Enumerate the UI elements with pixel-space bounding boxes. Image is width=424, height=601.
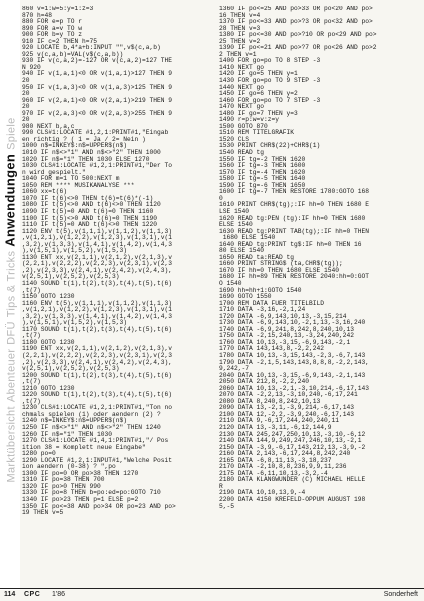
code-line: 1720 DATA -6,9,143,10,13,-3,15,214 [219,312,347,320]
code-line: 1750 DATA -2,15,240,13,-3,24,240,242 [219,332,355,340]
code-line: 20 [22,90,30,98]
code-line: 1100 IF t(5)<>0 AND t(6)=0 THEN 1190 [22,214,158,222]
code-line: 2090 DATA 13,-2,1,-3,9,214,-6,17,143 [219,404,355,412]
code-line: 1680 ELSE 1540 [219,234,276,242]
code-line: 1550 IF tg=-2 THEN 1620 [219,155,306,163]
code-line: 2150 DATA -3,9,-6,17,143,212,13,-3,9,-2 [219,443,366,451]
code-line: 1740 DATA -6,9,241,8,242,8,240,10,13 [219,325,355,333]
code-line: 2050 DATA 212,8,-2,2,240 [219,378,310,386]
code-line: 2200 DATA 4150 KREFELD-OPPUM AUGUST 198 [219,496,366,504]
code-line: 2070 DATA -2,2,13,-3,10,240,-6,17,241 [219,391,358,399]
code-line: 1140 SOUND t(1),t(2),t(3),t(4),t(5),t(6) [22,279,173,287]
sidebar-section: Marktübersicht [5,406,18,483]
code-line: ,v(1,2,1),v(1,2,2),v(1,2,3),v(1,3,1),v(1 [22,306,173,314]
code-line: ,t(7) [22,286,41,294]
code-line: 1360 IF po<=25 AND po>33 OR po<20 AND po> [219,6,373,12]
code-line: 2110 DATA 9,-6,17,244,240,240,11 [219,417,340,425]
code-line: 80 ELSE 1540 [219,247,265,255]
code-line: 5,-5 [219,502,235,510]
code-line: 1400 FOR go=po TO 8 STEP -3 [219,57,321,65]
code-line: 1500 GOTO 870 [219,122,268,130]
code-line: 19 THEN v=5 [22,509,64,517]
code-line: 1670 IF hh=0 THEN 1680 ELSE 1540 [219,266,340,274]
code-line: 1630 READ tg:PRINT TAB(tg);:IF hh=0 THEN [219,227,370,235]
code-line: 1410 NEXT go [219,63,265,71]
code-line: 1120 ENV t(5),v(1,1,1),v(1,1,2),v(1,1,3) [22,227,173,235]
code-line: 1110 IF t(5)=0 AND t(6)<>0 THEN 1220 [22,221,158,229]
code-line: 1160 ENV t(5),v(1,1,1),v(1,1,2),v(1,1,3) [22,299,173,307]
code-line: 1420 IF go=5 THEN y=1 [219,70,298,78]
code-line: 1340 IF po>23 THEN p=1 ELSE p=2 [22,496,139,504]
code-line: 2060 DATA 10,13,-2,1,-3,10,214,-6,17,143 [219,384,370,392]
code-line: 910 IF c=2 THEN h=75 [22,37,98,45]
code-line: v(2,5,1),v(2,5,2),v(2,5,3) [22,273,120,281]
code-line: 1230 CLS#1:LOCATE #1,2,1:PRINT#1,"Ton no [22,404,173,412]
code-line: ,2),v(2,3,3),v(2,4,1),v(2,4,2),v(2,4,3), [22,358,173,366]
code-line: 1470 NEXT go [219,103,265,111]
code-line: 1460 FOR go=po TO 7 STEP -3 [219,96,321,104]
code-line: 1680 IF hh=89 THEN RESTORE 2040:hh=0:GOT [219,273,370,281]
code-line: 1530 PRINT CHR$(22)+CHR$(1) [219,142,321,150]
code-line: 1430 FOR go=po TO 9 STEP -3 [219,77,321,85]
code-line: 970 IF v(2,a,3)<0 OR v(2,a,3)>255 THEN 9 [22,109,173,117]
code-line: 1260 IF n$="1" THEN 1030 [22,430,113,438]
code-line: N 920 [22,63,41,71]
code-line: 980 NEXT b,a,c [22,122,75,130]
code-line: 990 CLS#1:LOCATE #1,2,1:PRINT#1,"Eingab [22,129,169,137]
sidebar-section: Tips & Tricks [5,250,18,318]
code-line: 1700 REM DATA FUER TITELBILD [219,299,325,307]
code-line: 1520 CLS [219,135,250,143]
code-line: 28 THEN v=3 [219,24,261,32]
code-line: 960 IF v(2,a,1)<0 OR v(2,a,1)>219 THEN 9 [22,96,173,104]
code-line: 1510 REM TITELGRAFIK [219,129,295,137]
code-line: chmals spielen (1) oder aendern (2) ? [22,410,161,418]
code-line: 2120 DATA 13,-3,11,-6,12,144,9 [219,424,332,431]
code-line: 20 [22,103,30,111]
code-line: 1290 LOCATE #1,2,1:INPUT#1,"Welche Posit [22,456,173,464]
code-line: 1650 READ ta:READ tg [219,253,295,261]
code-line: 930 IF v(c,a,2)=-127 OR v(c,a,2)=127 THE [22,57,173,65]
code-line: 1370 IF po<=33 AND po>?3 OR po<32 AND po> [219,18,373,26]
code-line: 2140 DATA 144,9,249,247,246,10,13,-2,1 [219,437,362,445]
code-line: 860 v=1:w=5:y=1:z=3 [22,6,94,12]
code-line: 1640 READ tg:PRINT tg$:IF hh=0 THEN 16 [219,240,362,248]
code-line: 1480 IF go=7 THEN y=3 [219,109,298,117]
code-line: 1080 IF t(5)<>0 AND t(6)<>0 THEN 1120 [22,201,161,209]
code-line: 900 FOR b=y TO z [22,31,83,39]
code-line: 1030 CLS#1:LOCATE #1,2,1:PRINT#1,"Der To [22,162,173,170]
code-line: 1690 GOTO 1550 [219,293,272,301]
code-line: 20 [22,77,30,85]
code-line: 2165 DATA -6,8,11,13,-3,18,237 [219,456,332,464]
section-sidebar [0,0,20,590]
listing-column-left [22,6,212,517]
code-line: 1600 IF tg=-7 THEN RESTORE 1780:GOTO 168 [219,188,370,196]
code-line: 1150 GOTO 1230 [22,293,75,301]
code-line: 1390 IF po<=21 AND po>?7 OR po<26 AND po>2 [219,44,377,52]
code-line: 1760 DATA 10,13,-3,15,-6,9,143,-2,1 [219,338,351,346]
code-line: ition 38 = Komplett neue Eingabe" [22,443,146,451]
code-line: 1020 IF n$="1" THEN 1030 ELSE 1270 [22,155,150,163]
code-line: ,t(7) [22,397,41,405]
code-line: 1380 IF po<=30 AND po>?10 OR po<29 AND po> [219,31,377,39]
code-line: 950 IF v(1,a,3)<0 OR v(1,a,3)>125 THEN 9 [22,83,173,91]
code-line: 1280 po=0 [22,450,56,458]
code-line: 1540 READ tg [219,149,265,157]
code-line: (2,2,1),v(2,2,2),v(2,2,3),v(2,3,1),v(2,3 [22,260,173,268]
code-line: 1660 PRINT STRING$ (ta,CHR$(tg)); [219,260,343,268]
code-line: R [219,482,223,490]
code-line: 1040 FOR m=1 TO 500:NEXT m [22,175,120,183]
code-line: 1620 READ tg:PEN (tg):IF hh=0 THEN 1680 [219,214,366,222]
code-line: 1250 IF n$<>"1" AND n$<>"2" THEN 1240 [22,424,161,431]
sidebar-section: Abenteuer [5,348,18,403]
listing-column-right [219,6,419,510]
code-line: ELSE 1540 [219,221,253,229]
code-line: 1050 REM **** MUSIKANALYSE *** [22,181,135,189]
code-line: v(2,5,1),v(2,5,2),v(2,5,3) [22,365,120,373]
section-label: Sonderheft [383,591,418,598]
code-line: 2175 DATA -6,11,10,13,-3,2,-4 [219,469,328,477]
code-line: 1330 IF po=8 THEN b=po:ed=po:GOTO 710 [22,489,161,497]
code-line: en richtig ? ( 1 = Ja / 2= Nein ) [22,135,146,143]
code-line: 2130 DATA 245,247,250,10,13,-3,10,-6,12 [219,430,366,438]
code-line: LSE 1540 [219,207,250,215]
issue-label: 1'86 [52,591,66,598]
code-line: 2180 DATA KLANGWUNDER (C) MICHAEL HELLE [219,476,366,484]
sidebar-section: Spiele [5,117,18,150]
code-line: 1010 IF n$<>"1" AND n$<>"2" THEN 1000 [22,149,161,157]
sidebar-section: Anwendungen [2,153,18,247]
code-line: 1730 DATA -6,9,143,10,-2,1,13,-3,16,240 [219,319,366,327]
code-line: 870 h=48 [22,11,53,19]
code-line: 2 THEN v=1 [219,50,257,58]
page-number: 114 [4,591,16,598]
code-line: 0 [219,194,223,202]
code-line: 1590 IF tg=-6 THEN 1650 [219,181,306,189]
code-line: 1300 IF po=0 OR po>38 THEN 1270 [22,469,139,477]
code-line: 1490 r=p:w=v:z=y [219,116,280,124]
code-line: 1210 GOTO 1230 [22,384,75,392]
code-line: 1560 IF tg=-3 THEN 1600 [219,162,306,170]
code-line: 940 IF v(1,a,1)<0 OR v(1,a,1)>127 THEN 9 [22,70,173,78]
code-line: 890 FOR a=v TO w [22,24,83,32]
code-line: 2170 DATA -2,10,8,8,236,9,9,11,236 [219,463,347,471]
code-line: (2,2,1),v(2,2,2),v(2,2,3),v(2,3,1),v(2,3 [22,351,173,359]
code-line: 1090 IF t(5)=0 AND t(6)=0 THEN 1160 [22,207,154,215]
code-line: 1270 CLS#1:LOCATE #1,4,1:PRINT#1,"/ Pos [22,437,169,445]
code-line: O 1540 [219,279,242,287]
page-footer [0,588,424,601]
code-line: 1320 IF po>0 THEN 990 [22,482,101,490]
code-line: 20 [22,116,30,124]
code-line: 2160 DATA 2,143,-6,17,244,8,242,240 [219,450,351,458]
code-line: 1350 IF po<=38 AND po>34 OR po=23 AND po> [22,502,176,510]
code-line: ,3,2),v(1,3,3),v(1,4,1),v(1,4,2),v(1,4,3 [22,240,173,248]
code-line: 1450 IF go=6 THEN y=2 [219,90,298,98]
code-line: 925 v(c,a,b)=VAL(v$(c,a,b)) [22,50,124,58]
code-line: 1130 ENT xx,v(2,1,1),v(2,1,2),v(2,1,3),v [22,253,173,261]
code-line: 1310 IF po=38 THEN 700 [22,476,105,484]
code-line: 1780 DATA 10,13,-3,15,143,-2,3,-6,7,143 [219,351,366,359]
code-line: 1610 PRINT CHR$(tg);:IF hh=0 THEN 1680 E [219,201,370,209]
code-line: 1570 IF tg=-4 THEN 1620 [219,168,306,176]
code-line: 2040 DATA 10,13,-3,15,-6,9,143,-2,1,143 [219,371,366,379]
code-line: 1790 DATA -2,1,5,143,143,8,8,8,-2,2,143, [219,358,370,366]
code-line: 2080 DATA 8,240,8,242,10,13 [219,397,321,405]
code-line: n wird gespielt." [22,168,86,176]
code-line: ,v(1,2,1),v(1,2,2),v(1,2,3),v(1,3,1),v(1 [22,234,173,242]
code-line: 1060 xx=t(6) [22,188,68,196]
code-line: 1200 SOUND t(1),t(2),t(3),t(4),t(5),t(6) [22,371,173,379]
code-line: 25 THEN v=2 [219,37,261,45]
code-line: 1000 n$=INKEY$:n$=UPPER$(n$) [22,142,128,150]
code-line: 2100 DATA 12,-2,2,-3,9,240,-6,17,143 [219,410,355,418]
code-line: ion aendern (0-38) ? ",po [22,463,116,471]
code-line: 1170 SOUND t(1),t(2),t(3),t(4),t(5),t(6) [22,325,173,333]
code-line: 1580 IF tg=-5 THEN 1640 [219,175,306,183]
code-line: 1690 hh=hh+1:GOTO 1540 [219,286,302,294]
sidebar-section: DFÜ [5,321,18,345]
code-line: 920 LOCATE b,4*a+b:INPUT "",v$(c,a,b) [22,44,161,52]
code-line: 880 FOR e=p TO r [22,18,83,26]
code-line: ,3,2),v(1,3,3),v(1,4,1),v(1,4,2),v(1,4,3 [22,312,173,320]
code-line: 1710 DATA -3,16,-2,1,24 [219,306,306,314]
section-index [3,115,18,484]
code-line: 9,242,-7 [219,365,250,373]
code-line: 1190 ENT xx,v(2,1,1),v(2,1,2),v(2,1,3),v [22,345,173,353]
code-line: 1440 NEXT go [219,83,265,91]
code-line: ,2),v(2,3,3),v(2,4,1),v(2,4,2),v(2,4,3), [22,266,173,274]
code-line: 16 THEN v=4 [219,11,261,19]
code-line: ,t(7) [22,378,41,386]
code-line: 1180 GOTO 1230 [22,338,75,346]
code-line: 1770 DATA 143,143,8,-2,2,242 [219,345,325,353]
code-line: 1240 n$=INKEY$:n$=UPPER$(n$) [22,417,128,425]
magazine-name: CPC [24,591,41,598]
code-line: ),v(1,5,1),v(1,5,2),v(1,5,3) [22,319,128,327]
code-line: 1220 SOUND t(1),t(2),t(3),t(4),t(5),t(6) [22,391,173,399]
code-line: 2190 DATA 10,10,13,9,-4 [219,489,306,497]
code-line: 1070 IF t(6)<>0 THEN t(6)=t(6)*(-1) [22,194,154,202]
code-line: ),v(1,5,1),v(1,5,2),v(1,5,3) [22,247,128,255]
code-line: ,t(7) [22,332,41,340]
